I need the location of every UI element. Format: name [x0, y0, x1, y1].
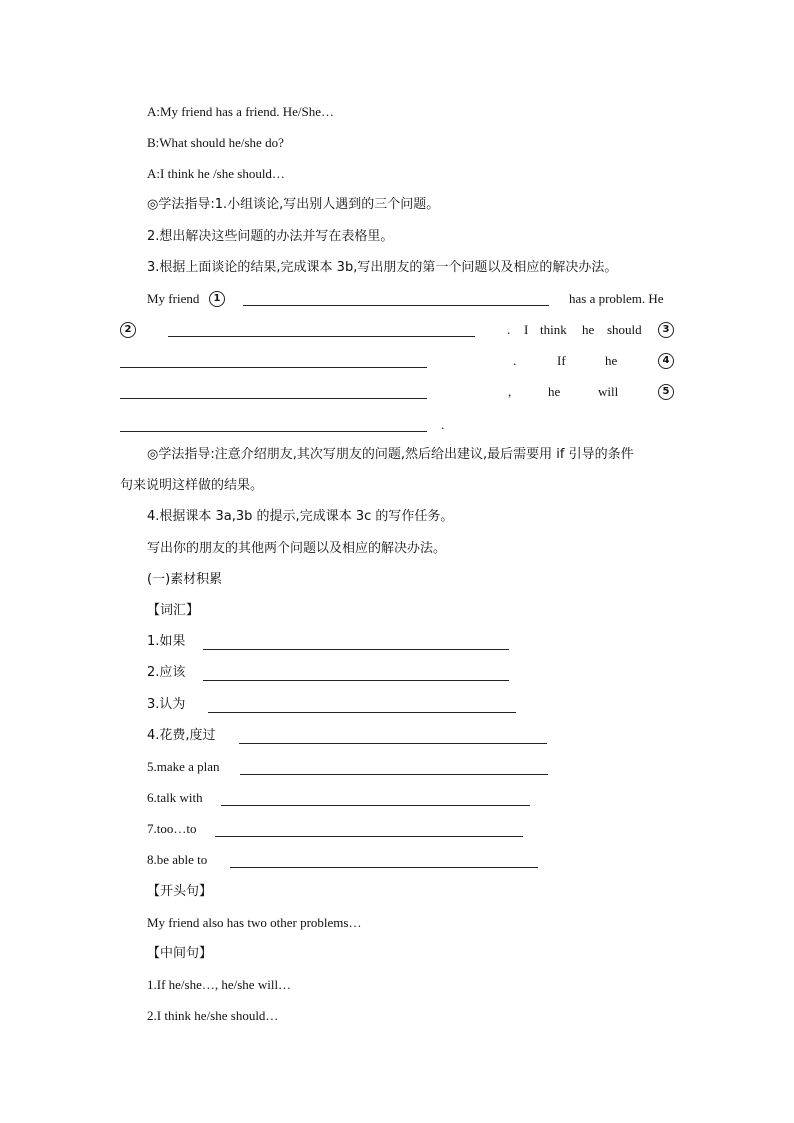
vocab-item-2: 2.应该 — [147, 665, 186, 680]
dialogue-line-a1: A:My friend has a friend. He/She… — [147, 104, 335, 119]
opening-sentence: My friend also has two other problems… — [147, 915, 362, 930]
fill-he-3: he — [548, 384, 561, 399]
circled-number-1: 1 — [209, 291, 225, 307]
vocab-blank-1[interactable] — [203, 649, 509, 650]
fill-period-3: . — [441, 417, 445, 432]
answer-blank-5[interactable] — [120, 431, 427, 432]
fill-i: I — [524, 322, 529, 337]
answer-blank-2[interactable] — [168, 336, 475, 337]
fill-should: should — [607, 322, 642, 337]
vocab-item-5: 5.make a plan — [147, 759, 220, 774]
section-material-accumulation: (一)素材积累 — [147, 572, 223, 587]
circled-number-2: 2 — [120, 322, 136, 338]
answer-blank-1[interactable] — [243, 305, 549, 306]
middle-item-1: 1.If he/she…, he/she will… — [147, 977, 292, 992]
vocab-item-4: 4.花费,度过 — [147, 728, 216, 743]
vocab-blank-8[interactable] — [230, 867, 538, 868]
study-guide-item-3: 3.根据上面谈论的结果,完成课本 3b,写出朋友的第一个问题以及相应的解决办法。 — [147, 260, 618, 275]
vocab-item-6: 6.talk with — [147, 790, 203, 805]
fill-will: will — [598, 384, 619, 399]
fill-has-problem: has a problem. He — [569, 291, 664, 306]
dialogue-line-b1: B:What should he/she do? — [147, 135, 284, 150]
fill-comma: , — [508, 384, 512, 399]
task-4: 4.根据课本 3a,3b 的提示,完成课本 3c 的写作任务。 — [147, 509, 454, 524]
fill-he-2: he — [605, 353, 618, 368]
vocab-item-1: 1.如果 — [147, 634, 186, 649]
study-guide-2-line-1: ◎学法指导:注意介绍朋友,其次写朋友的问题,然后给出建议,最后需要用 if 引导的条件 — [147, 447, 634, 462]
study-guide-title: ◎学法指导:1.小组谈论,写出别人遇到的三个问题。 — [147, 197, 440, 212]
opening-header: 【开头句】 — [147, 884, 213, 899]
vocab-blank-7[interactable] — [215, 836, 523, 837]
vocab-item-3: 3.认为 — [147, 697, 186, 712]
vocab-blank-4[interactable] — [239, 743, 547, 744]
fill-he: he — [582, 322, 595, 337]
vocab-item-8: 8.be able to — [147, 852, 208, 867]
fill-my-friend: My friend — [147, 291, 200, 306]
study-guide-item-2: 2.想出解决这些问题的办法并写在表格里。 — [147, 229, 394, 244]
vocab-item-7: 7.too…to — [147, 821, 197, 836]
answer-blank-4[interactable] — [120, 398, 427, 399]
study-guide-2-line-2: 句来说明这样做的结果。 — [120, 478, 264, 493]
fill-period-1: . — [507, 322, 511, 337]
middle-item-2: 2.I think he/she should… — [147, 1008, 279, 1023]
fill-think: think — [540, 322, 567, 337]
answer-blank-3[interactable] — [120, 367, 427, 368]
fill-if: If — [557, 353, 566, 368]
dialogue-line-a2: A:I think he /she should… — [147, 166, 285, 181]
fill-period-2: . — [513, 353, 517, 368]
vocab-header: 【词汇】 — [147, 603, 200, 618]
circled-number-3: 3 — [658, 322, 674, 338]
task-description: 写出你的朋友的其他两个问题以及相应的解决办法。 — [147, 541, 447, 556]
vocab-blank-3[interactable] — [208, 712, 516, 713]
circled-number-5: 5 — [658, 384, 674, 400]
middle-header: 【中间句】 — [147, 946, 213, 961]
circled-number-4: 4 — [658, 353, 674, 369]
vocab-blank-5[interactable] — [240, 774, 548, 775]
vocab-blank-6[interactable] — [221, 805, 530, 806]
vocab-blank-2[interactable] — [203, 680, 509, 681]
